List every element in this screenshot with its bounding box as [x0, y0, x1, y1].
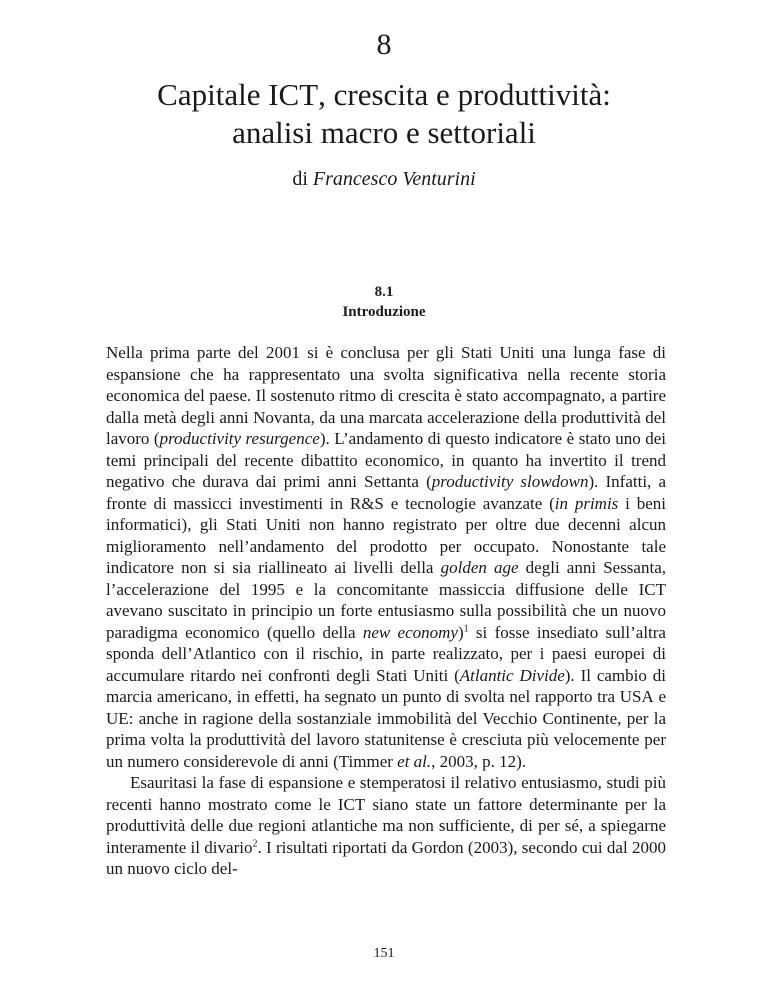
paragraph-2: Esauritasi la fase di espansione e stemperatosi il relativo entusiasmo, studi più recenti hanno mostrato come le ICT siano state un fattore determinante per la produttività delle due regioni atlantiche ma non sufficiente, di per sé, a spiegarne interamente il divario$^2$. I risultati riportati da Gordon (2003), secondo cui dal 2000 un nuovo ciclo del- [106, 773, 666, 878]
chapter-number: 8 [376, 28, 392, 61]
footnote-ref-2[interactable]: 2 [252, 837, 258, 849]
body-text [106, 342, 666, 880]
chapter-title-line-1: Capitale ICT, crescita e produttività: [157, 77, 611, 112]
section-number: 8.1 [374, 284, 394, 300]
chapter-title [0, 76, 768, 152]
author-name: Francesco Venturini [312, 168, 476, 190]
paragraph-1: Nella prima parte del 2001 si è conclusa per gli Stati Uniti una lunga fase di espansione che ha rappresentato una svolta significativa nella recente storia economica del paese. Il sostenuto ritmo di crescita è stato accompagnato, a partire dalla metà degli anni Novanta, da una marcata accelerazione della produttività del lavoro (productivity resurgence). L’andamento di questo indicatore è stato uno dei temi principali del recente dibattito economico, in quanto ha invertito il trend negativo che durava dai primi anni Settanta (productivity slowdown). Infatti, a fronte di massicci investimenti in R&S e tecnologie avanzate (in primis i beni informatici), gli Stati Uniti non hanno registrato per oltre due decenni alcun miglioramento nell’andamento del prodotto per occupato. Nonostante tale indicatore non si sia riallineato ai livelli della golden age degli anni Sessanta, l’accelerazione del 1995 e la concomitante massiccia diffusione delle ICT avevano suscitato in principio un forte entusiasmo sulla possibilità che un nuovo paradigma economico (quello della new economy)$^1$ si fosse insediato sull’altra sponda dell’Atlantico con il rischio, in parte realizzato, per i paesi europei di accumulare ritardo nei confronti degli Stati Uniti (Atlantic Divide). Il cambio di marcia americano, in effetti, ha segnato un punto di svolta nel rapporto tra USA e UE: anche in ragione della sostanziale immobilità del Vecchio Continente, per la prima volta la produttività del lavoro statunitense è cresciuta più velocemente per un numero considerevole di anni (Timmer et al., 2003, p. 12). [106, 343, 667, 771]
section-title: Introduzione [342, 304, 426, 320]
chapter-title-line-2: analisi macro e settoriali [232, 115, 536, 150]
chapter-author: di Francesco Venturini [292, 168, 476, 190]
footnote-ref-1[interactable]: 1 [463, 622, 469, 634]
page-number: 151 [373, 946, 395, 961]
